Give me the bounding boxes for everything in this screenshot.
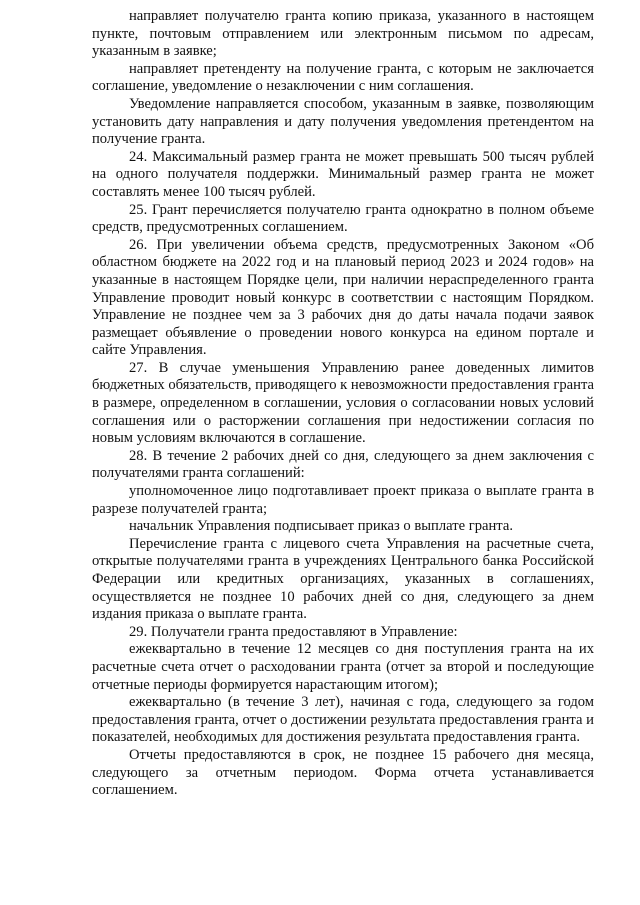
document-page	[92, 8, 594, 800]
paragraph-27-limits-reduction: 27. В случае уменьшения Управлению ранее доведенных лимитов бюджетных обязательств, приводящего к невозможности предоставления гранта в размере, определенном в соглашении, условия о согласовании новых условий соглашения или о расторжении соглашения при недостижении согласия по новым условиям включаются в соглашение.	[92, 359, 594, 447]
paragraph-send-refusal-notice: направляет претенденту на получение гранта, с которым не заключается соглашение, уведомление о незаключении с ним соглашения.	[92, 60, 594, 95]
paragraph-send-order-copy: направляет получателю гранта копию приказа, указанного в настоящем пункте, почтовым отправлением или электронным письмом по адресам, указанным в заявке;	[92, 8, 594, 60]
paragraph-28-two-working-days: 28. В течение 2 рабочих дней со дня, следующего за днем заключения с получателями гранта соглашений:	[92, 447, 594, 482]
paragraph-draft-order: уполномоченное лицо подготавливает проект приказа о выплате гранта в разрезе получателей гранта;	[92, 483, 594, 517]
paragraph-head-signs-order: начальник Управления подписывает приказ о выплате гранта.	[129, 518, 513, 535]
paragraph-report-deadline: Отчеты предоставляются в срок, не позднее 15 рабочего дня месяца, следующего за отчетным периодом. Форма отчета устанавливается соглашением.	[92, 746, 594, 799]
paragraph-quarterly-result-report: ежеквартально (в течение 3 лет), начиная с года, следующего за годом предоставления гранта, отчет о достижении результата предоставления гранта и показателей, необходимых для достижения результата предоставления гранта.	[92, 694, 594, 746]
paragraph-24-grant-size: 24. Максимальный размер гранта не может превышать 500 тысяч рублей на одного получателя поддержки. Минимальный размер гранта не может составлять менее 100 тысяч рублей.	[92, 148, 594, 200]
paragraph-25-one-time-transfer: 25. Грант перечисляется получателю гранта однократно в полном объеме средств, предусмотренных соглашением.	[92, 201, 594, 236]
paragraph-transfer-to-accounts: Перечисление гранта с лицевого счета Управления на расчетные счета, открытые получателями гранта в учреждениях Центрального банка Российской Федерации или кредитных организациях, указанных в соглашениях, осуществляется не позднее 10 рабочих дней со дня, следующего за днем издания приказа о выплате гранта.	[92, 535, 594, 623]
paragraph-26-new-contest: 26. При увеличении объема средств, предусмотренных Законом «Об областном бюджете на 2022 год и на плановый период 2023 и 2024 годов» на указанные в настоящем Порядке цели, при наличии нераспределенного гранта Управление проводит новый конкурс в соответствии с настоящим Порядком. Управление не позднее чем за 3 рабочих дня до даты начала подачи заявок размещает объявление о проведении нового конкурса на едином портале и сайте Управления.	[92, 236, 594, 359]
paragraph-29-reports: 29. Получатели гранта предоставляют в Управление:	[129, 623, 458, 640]
paragraph-notice-method: Уведомление направляется способом, указанным в заявке, позволяющим установить дату направления и дату получения уведомления претендентом на получение гранта.	[92, 95, 594, 148]
paragraph-quarterly-expense-report: ежеквартально в течение 12 месяцев со дня поступления гранта на их расчетные счета отчет о расходовании гранта (отчет за второй и последующие отчетные периоды формируется нарастающим итогом);	[92, 641, 594, 693]
